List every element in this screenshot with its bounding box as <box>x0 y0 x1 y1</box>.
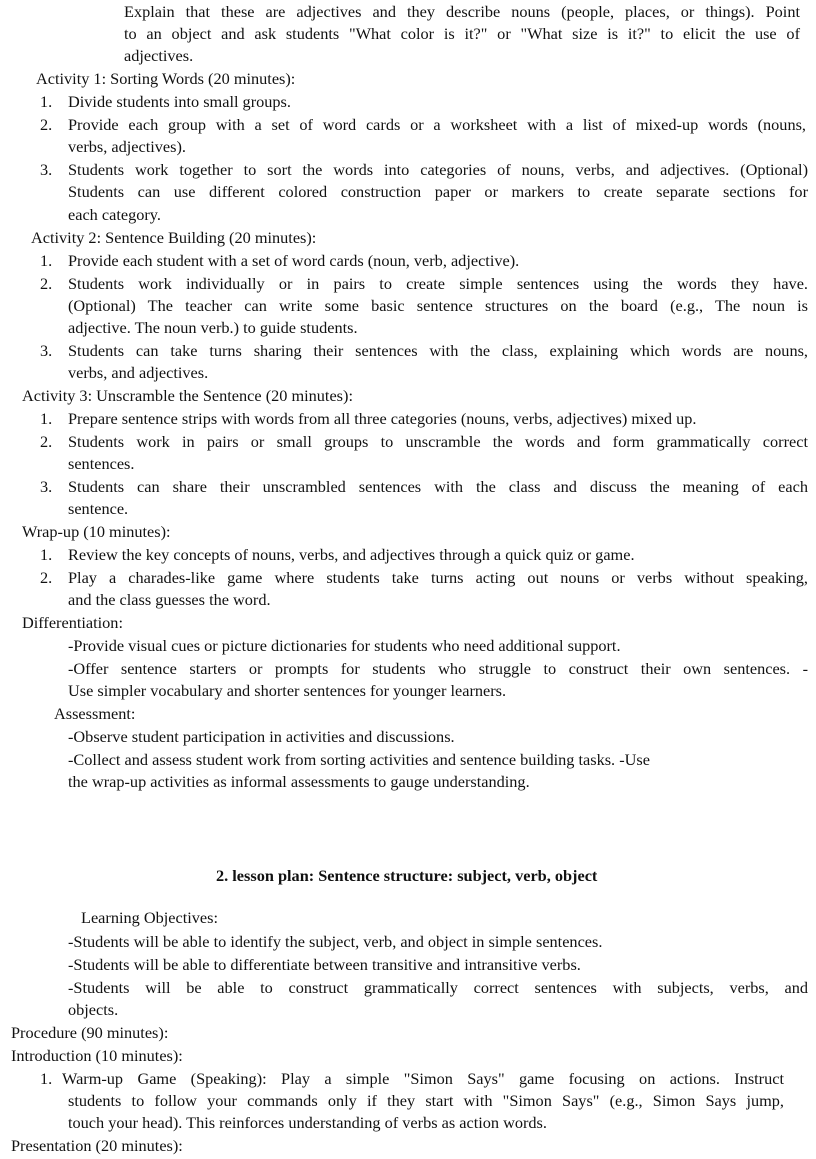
objective-line: -Students will be able to identify the subject, verb, and object in simple sentences. <box>68 932 603 951</box>
objective-line: -Students will be able to construct grammatically correct sentences with subjects, verbs, and <box>68 978 808 997</box>
list-number: 2. <box>40 432 53 451</box>
list-item: Provide each student with a set of word cards (noun, verb, adjective). <box>68 251 520 270</box>
list-number: 1. <box>40 92 53 111</box>
list-number: 1. <box>40 1069 53 1088</box>
activity3-heading: Activity 3: Unscramble the Sentence (20 minutes): <box>22 386 353 405</box>
list-item: Students can take turns sharing their sentences with the class, explaining which words are nouns, <box>68 341 808 360</box>
list-item: (Optional) The teacher can write some basic sentence structures on the board (e.g., The noun is <box>68 296 808 315</box>
list-number: 1. <box>40 409 53 428</box>
list-number: 3. <box>40 477 53 496</box>
list-item: verbs, adjectives). <box>68 137 186 156</box>
list-item: Students work in pairs or small groups to unscramble the words and form grammatically correct <box>68 432 808 451</box>
list-item: Divide students into small groups. <box>68 92 291 111</box>
list-item: adjective. The noun verb.) to guide students. <box>68 318 358 337</box>
activity2-heading: Activity 2: Sentence Building (20 minutes): <box>31 228 317 247</box>
list-item: Prepare sentence strips with words from all three categories (nouns, verbs, adjectives) mixed up. <box>68 409 697 428</box>
list-item: Review the key concepts of nouns, verbs, and adjectives through a quick quiz or game. <box>68 545 635 564</box>
list-item: Students work individually or in pairs to create simple sentences using the words they have. <box>68 274 808 293</box>
differentiation-line: Use simpler vocabulary and shorter sentences for younger learners. <box>68 681 507 700</box>
list-number: 3. <box>40 160 53 179</box>
assessment-heading: Assessment: <box>54 704 136 723</box>
objective-line: objects. <box>68 1000 119 1019</box>
intro-line: to an object and ask students "What color is it?" or "What size is it?" to elicit the use of <box>124 24 800 43</box>
list-number: 2. <box>40 115 53 134</box>
intro-line: Explain that these are adjectives and they describe nouns (people, places, or things). Point <box>124 2 800 21</box>
list-number: 2. <box>40 568 53 587</box>
assessment-line: -Collect and assess student work from sorting activities and sentence building tasks. -Use <box>68 750 650 769</box>
wrapup-heading: Wrap-up (10 minutes): <box>22 522 171 541</box>
intro-line: adjectives. <box>124 46 194 65</box>
list-item: Provide each group with a set of word cards or a worksheet with a list of mixed-up words (nouns, <box>68 115 806 134</box>
differentiation-line: -Provide visual cues or picture dictionaries for students who need additional support. <box>68 636 621 655</box>
list-item: sentence. <box>68 499 129 518</box>
procedure-heading: Procedure (90 minutes): <box>11 1023 169 1042</box>
activity1-heading: Activity 1: Sorting Words (20 minutes): <box>36 69 296 88</box>
list-item: Students work together to sort the words into categories of nouns, verbs, and adjectives. (Optional) <box>68 160 808 179</box>
assessment-line: -Observe student participation in activities and discussions. <box>68 727 455 746</box>
list-number: 1. <box>40 545 53 564</box>
list-item: each category. <box>68 205 161 224</box>
list-number: 2. <box>40 274 53 293</box>
list-number: 3. <box>40 341 53 360</box>
objective-line: -Students will be able to differentiate between transitive and intransitive verbs. <box>68 955 581 974</box>
list-item: Warm-up Game (Speaking): Play a simple "Simon Says" game focusing on actions. Instruct <box>62 1069 784 1088</box>
list-item: Students can use different colored construction paper or markers to create separate sections for <box>68 182 808 201</box>
list-item: Students can share their unscrambled sentences with the class and discuss the meaning of each <box>68 477 808 496</box>
list-item: verbs, and adjectives. <box>68 363 209 382</box>
list-item: and the class guesses the word. <box>68 590 271 609</box>
differentiation-line: -Offer sentence starters or prompts for students who struggle to construct their own sentences. - <box>68 659 808 678</box>
objectives-heading: Learning Objectives: <box>81 908 218 927</box>
list-item: touch your head). This reinforces understanding of verbs as action words. <box>68 1113 547 1132</box>
presentation-heading: Presentation (20 minutes): <box>11 1136 183 1155</box>
list-number: 1. <box>40 251 53 270</box>
introduction-heading: Introduction (10 minutes): <box>11 1046 183 1065</box>
list-item: Play a charades-like game where students take turns acting out nouns or verbs without speaking, <box>68 568 808 587</box>
list-item: sentences. <box>68 454 135 473</box>
differentiation-heading: Differentiation: <box>22 613 123 632</box>
assessment-line: the wrap-up activities as informal assessments to gauge understanding. <box>68 772 530 791</box>
lesson2-title: 2. lesson plan: Sentence structure: subject, verb, object <box>216 866 598 885</box>
list-item: students to follow your commands only if they start with "Simon Says" (e.g., Simon Says jump, <box>68 1091 784 1110</box>
